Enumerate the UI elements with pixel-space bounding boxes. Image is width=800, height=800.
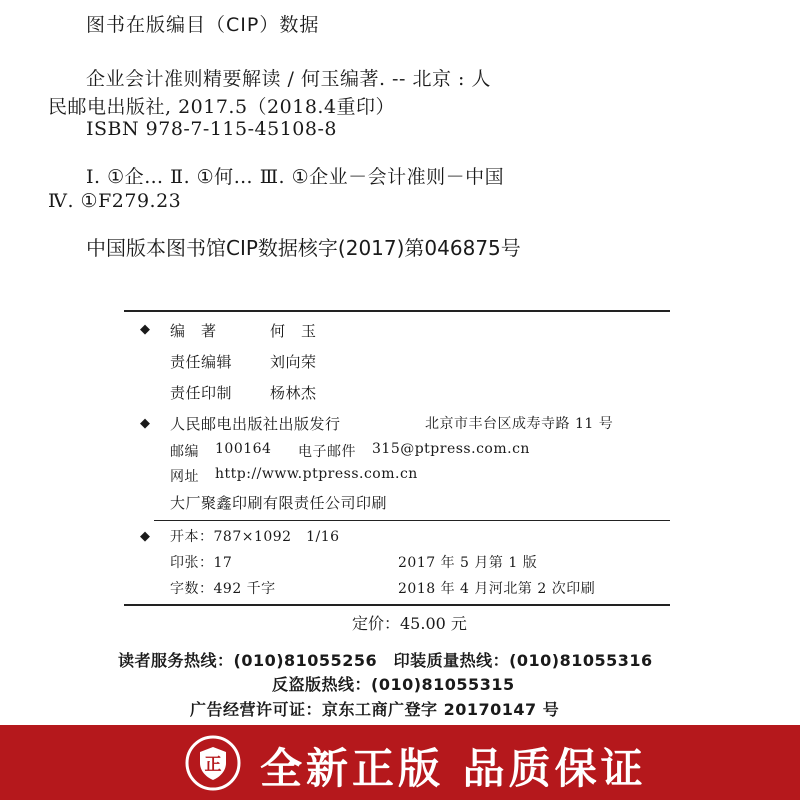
bullet-diamond-icon: ◆ — [140, 529, 151, 544]
badge-char: 正 — [204, 755, 222, 775]
printed-sheets: 印张：17 — [170, 555, 233, 571]
author-label: 编 著 — [170, 322, 217, 340]
email: 315@ptpress.com.cn — [372, 441, 530, 457]
cip-subject-line-1: Ⅰ. ①企… Ⅱ. ①何… Ⅲ. ①企业－会计准则－中国 — [86, 166, 505, 188]
bullet-diamond-icon: ◆ — [140, 322, 151, 337]
editor-label: 责任编辑 — [170, 353, 233, 371]
email-label: 电子邮件 — [298, 444, 356, 460]
cip-catalog-line-2: 民邮电出版社, 2017.5（2018.4重印） — [48, 96, 396, 118]
cip-catalog-line-1: 企业会计准则精要解读 / 何玉编著. -- 北京 : 人 — [86, 68, 491, 90]
postcode: 100164 — [215, 441, 272, 457]
price: 定价：45.00 元 — [352, 614, 467, 633]
print-manager-name: 杨林杰 — [270, 384, 317, 402]
bottom-rule — [124, 604, 670, 606]
shield-icon — [185, 735, 241, 791]
genuine-guarantee-banner — [0, 725, 800, 800]
author-name: 何 玉 — [270, 322, 317, 340]
anti-piracy-hotline: 反盗版热线：(010)81055315 — [272, 675, 515, 694]
reader-service-hotline: 读者服务热线：(010)81055256 印装质量热线：(010)81055316 — [118, 651, 653, 670]
print-manager-label: 责任印制 — [170, 384, 233, 402]
editor-name: 刘向荣 — [270, 353, 317, 371]
top-rule — [124, 310, 670, 312]
reprint: 2018 年 4 月河北第 2 次印刷 — [398, 581, 596, 597]
cip-subject-line-2: Ⅳ. ①F279.23 — [48, 190, 182, 212]
edition: 2017 年 5 月第 1 版 — [398, 555, 538, 571]
ad-license: 广告经营许可证：京东工商广登字 20170147 号 — [190, 700, 560, 719]
printing-house: 大厂聚鑫印刷有限责任公司印刷 — [170, 494, 388, 512]
publisher: 人民邮电出版社出版发行 — [170, 415, 341, 433]
cip-isbn: ISBN 978-7-115-45108-8 — [86, 118, 337, 140]
website: http://www.ptpress.com.cn — [215, 466, 418, 482]
publisher-address: 北京市丰台区成寿寺路 11 号 — [425, 416, 614, 432]
format: 开本：787×1092 1/16 — [170, 529, 340, 545]
website-label: 网址 — [170, 469, 199, 485]
cip-data-number: 中国版本图书馆CIP数据核字(2017)第046875号 — [86, 236, 521, 260]
word-count: 字数：492 千字 — [170, 581, 276, 597]
banner-text: 全新正版 品质保证 — [260, 744, 647, 793]
bullet-diamond-icon: ◆ — [140, 416, 151, 431]
mid-rule — [154, 520, 670, 521]
cip-title: 图书在版编目（CIP）数据 — [86, 14, 320, 36]
postcode-label: 邮编 — [170, 444, 199, 460]
